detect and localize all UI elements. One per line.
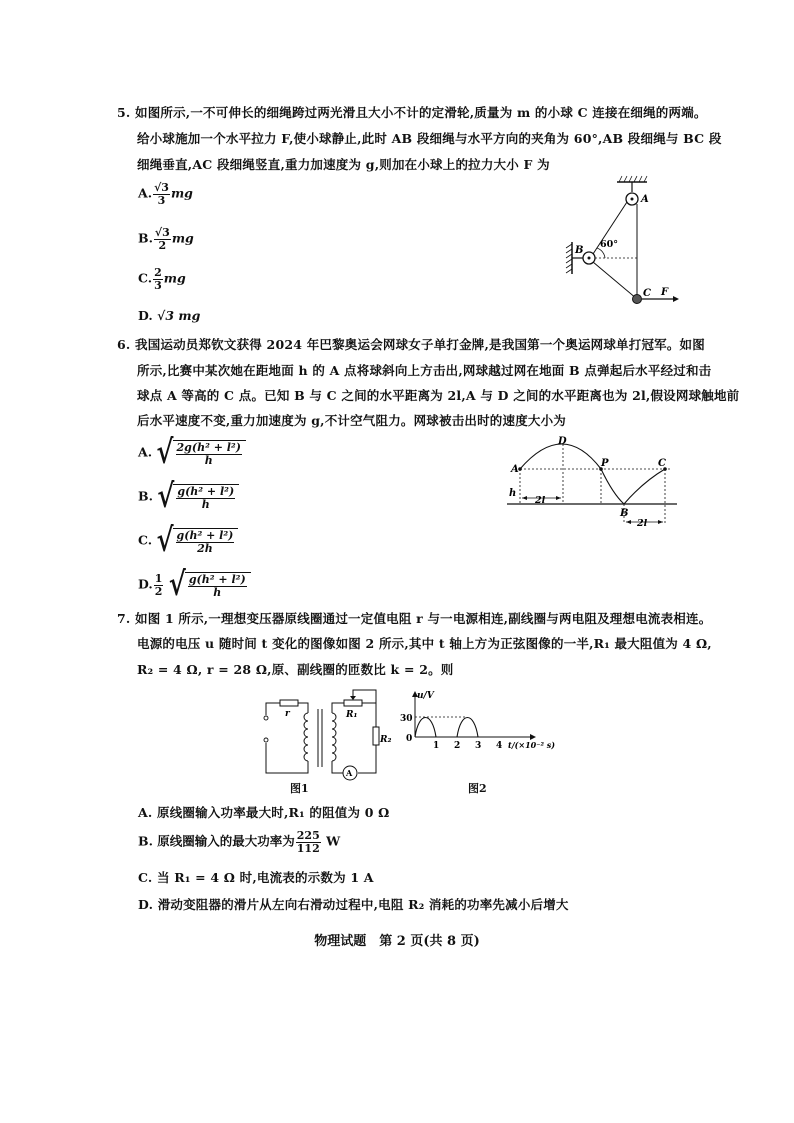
fig1-caption: 图1 bbox=[290, 782, 309, 795]
q5-pulley-figure bbox=[555, 172, 680, 307]
label-a: A bbox=[641, 194, 649, 205]
x-tick-4: 4 bbox=[496, 741, 503, 751]
q7-option-b: B. 原线圈输入的最大功率为 $\frac{225}{112}$ W bbox=[138, 829, 341, 855]
resistor-r-icon bbox=[280, 700, 298, 706]
q7-line1: 7. 如图 1 所示,一理想变压器原线圈通过一定值电阻 r 与一电源相连,副线圈与两电阻及理想电流表相连。 bbox=[117, 611, 712, 626]
label-angle: 60° bbox=[600, 239, 618, 250]
q6-option-a: A. √ $\frac{\text{2g(h² + l²)}}{h}$ bbox=[138, 440, 246, 466]
label-r: r bbox=[285, 709, 290, 719]
origin-label: 0 bbox=[406, 734, 413, 744]
q6-trajectory-figure bbox=[505, 432, 680, 532]
label-b: B bbox=[620, 508, 629, 519]
x-tick-2: 2 bbox=[454, 741, 461, 751]
label-ammeter: A bbox=[346, 768, 353, 778]
label-b: B bbox=[575, 245, 584, 256]
q6-line2: 所示,比赛中某次她在距地面 h 的 A 点将球斜向上方击出,网球越过网在地面 B 点弹起后水平经过和击 bbox=[137, 363, 712, 378]
q6-option-c: C. √ $\frac{\text{g(h² + l²)}}{2h}$ bbox=[138, 528, 238, 554]
label-f: F bbox=[661, 287, 669, 298]
q6-line4: 后水平速度不变,重力加速度为 g,不计空气阻力。网球被击出时的速度大小为 bbox=[137, 413, 566, 428]
label-r2: R₂ bbox=[380, 735, 392, 745]
label-a: A bbox=[511, 464, 519, 475]
primary-coil-icon bbox=[304, 713, 308, 761]
q7-line3: R₂ = 4 Ω, r = 28 Ω,原、副线圈的匝数比 k = 2。则 bbox=[137, 662, 454, 677]
label-c: C bbox=[643, 288, 651, 299]
q5-option-c: C. $\frac{2}{3}$ mg bbox=[138, 266, 186, 292]
label-2l-left: 2l bbox=[535, 495, 546, 506]
terminal-bottom-icon bbox=[264, 738, 268, 742]
y-axis-label: u/V bbox=[417, 691, 434, 701]
label-p: P bbox=[601, 458, 609, 469]
q5-option-a: A. $\frac{√3}{3}$ mg bbox=[138, 181, 193, 207]
q6-line3: 球点 A 等高的 C 点。已知 B 与 C 之间的水平距离为 2l,A 与 D 之间的水平距离也为 2l,假设网球触地前 bbox=[137, 388, 740, 403]
q5-option-b: B. $\frac{√3}{2}$ mg bbox=[138, 226, 194, 252]
y-tick-30: 30 bbox=[400, 714, 413, 724]
q7-option-a: A. 原线圈输入功率最大时,R₁ 的阻值为 0 Ω bbox=[138, 805, 390, 820]
fig2-caption: 图2 bbox=[468, 782, 487, 795]
q5-line1: 5. 如图所示,一不可伸长的细绳跨过两光滑且大小不计的定滑轮,质量为 m 的小球 C 连接在细绳的两端。 bbox=[117, 105, 707, 120]
q7-option-c: C. 当 R₁ = 4 Ω 时,电流表的示数为 1 A bbox=[138, 870, 374, 885]
label-r1: R₁ bbox=[346, 710, 358, 720]
q6-option-b: B. √ $\frac{\text{g(h² + l²)}}{h}$ bbox=[138, 484, 239, 510]
q5-option-d: D. √3 mg bbox=[138, 308, 201, 323]
q6-line1: 6. 我国运动员郑钦文获得 2024 年巴黎奥运会网球女子单打金牌,是我国第一个奥运网球单打冠军。如图 bbox=[117, 337, 705, 352]
label-h: h bbox=[509, 488, 517, 499]
q5-line3: 细绳垂直,AC 段细绳竖直,重力加速度为 g,则加在小球上的拉力大小 F 为 bbox=[137, 157, 550, 172]
q6-option-d: D. $\frac{1}{2}$ √ $\frac{\text{g(h² + l²)}}{h}$ bbox=[138, 572, 251, 598]
label-d: D bbox=[558, 436, 567, 447]
page-footer: 物理试题 第 2 页(共 8 页) bbox=[314, 934, 480, 949]
q7-voltage-graph bbox=[395, 685, 570, 775]
x-tick-1: 1 bbox=[433, 741, 440, 751]
rheostat-r1-icon bbox=[344, 700, 362, 706]
q5-line2: 给小球施加一个水平拉力 F,使小球静止,此时 AB 段细绳与水平方向的夹角为 60°,AB 段细绳与 BC 段 bbox=[137, 131, 722, 146]
label-2l-right: 2l bbox=[637, 518, 648, 529]
label-c: C bbox=[658, 458, 666, 469]
resistor-r2-icon bbox=[373, 727, 379, 745]
secondary-coil-icon bbox=[332, 713, 336, 761]
q7-line2: 电源的电压 u 随时间 t 变化的图像如图 2 所示,其中 t 轴上方为正弦图像的一半,R₁ 最大阻值为 4 Ω, bbox=[137, 636, 712, 651]
ball-c-icon bbox=[633, 295, 642, 304]
q7-circuit-figure bbox=[258, 685, 392, 793]
x-tick-3: 3 bbox=[475, 741, 482, 751]
x-axis-label: t/(×10⁻² s) bbox=[508, 740, 556, 750]
q7-option-d: D. 滑动变阻器的滑片从左向右滑动过程中,电阻 R₂ 消耗的功率先减小后增大 bbox=[138, 897, 569, 912]
terminal-top-icon bbox=[264, 716, 268, 720]
